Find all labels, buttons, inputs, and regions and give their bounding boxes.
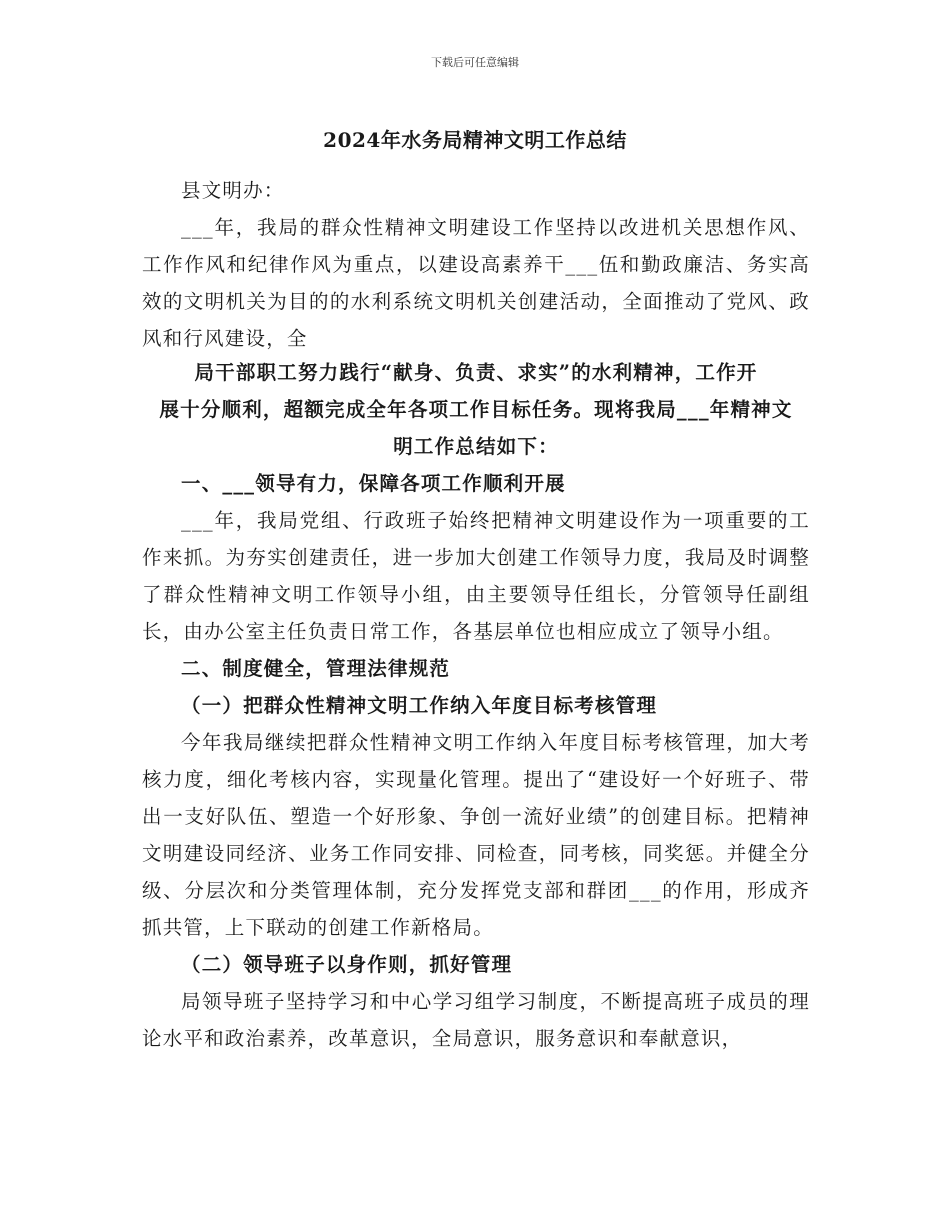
section-2-heading: 二、制度健全，管理法律规范 <box>181 657 451 680</box>
subsection-2-2-paragraph: 局领导班子坚持学习和中心学习组学习制度，不断提高班子成员的理论水平和政治素养，改革意识，全局意识，服务意识和奉献意识， <box>142 990 810 1050</box>
section-1-paragraph: ___年，我局党组、行政班子始终把精神文明建设作为一项重要的工作来抓。为夯实创建责任，进一步加大创建工作领导力度，我局及时调整了群众性精神文明工作领导小组，由主要领导任组长，分管领导任副组长，由办公室主任负责日常工作，各基层单位也相应成立了领导小组。 <box>142 509 810 643</box>
subsection-2-1-paragraph: 今年我局继续把群众性精神文明工作纳入年度目标考核管理，加大考核力度，细化考核内容，实现量化管理。提出了“建设好一个好班子、带出一支好队伍、塑造一个好形象、争创一流好业绩”的创建目标。把精神文明建设同经济、业务工作同安排、同检查，同考核，同奖惩。并健全分级、分层次和分类管理体制，充分发挥党支部和群团___的作用，形成齐抓共管，上下联动的创建工作新格局。 <box>142 731 810 939</box>
header-note: 下载后可任意编辑 <box>431 56 519 69</box>
bold-line-3: 明工作总结如下： <box>393 435 559 458</box>
bold-line-2: 展十分顺利，超额完成全年各项工作目标任务。现将我局___年精神文 <box>159 398 793 421</box>
salutation: 县文明办： <box>181 179 285 202</box>
document-title: 2024年水务局精神文明工作总结 <box>323 128 627 152</box>
bold-summary-block <box>142 354 810 465</box>
subsection-2-1-heading: （一）把群众性精神文明工作纳入年度目标考核管理 <box>181 694 658 717</box>
subsection-2-2-heading: （二）领导班子以身作则，抓好管理 <box>181 953 513 976</box>
sections-block <box>142 465 810 1057</box>
bold-line-1: 局干部职工努力践行“献身、负责、求实”的水利精神，工作开 <box>194 361 758 384</box>
intro-paragraph: ___年，我局的群众性精神文明建设工作坚持以改进机关思想作风、工作作风和纪律作风为重点，以建设高素养干___伍和勤政廉洁、务实高效的文明机关为目的的水利系统文明机关创建活动，全面推动了党风、政风和行风建设，全 <box>142 216 810 350</box>
section-1-heading: 一、___领导有力，保障各项工作顺利开展 <box>181 472 566 495</box>
intro-block <box>142 172 810 357</box>
